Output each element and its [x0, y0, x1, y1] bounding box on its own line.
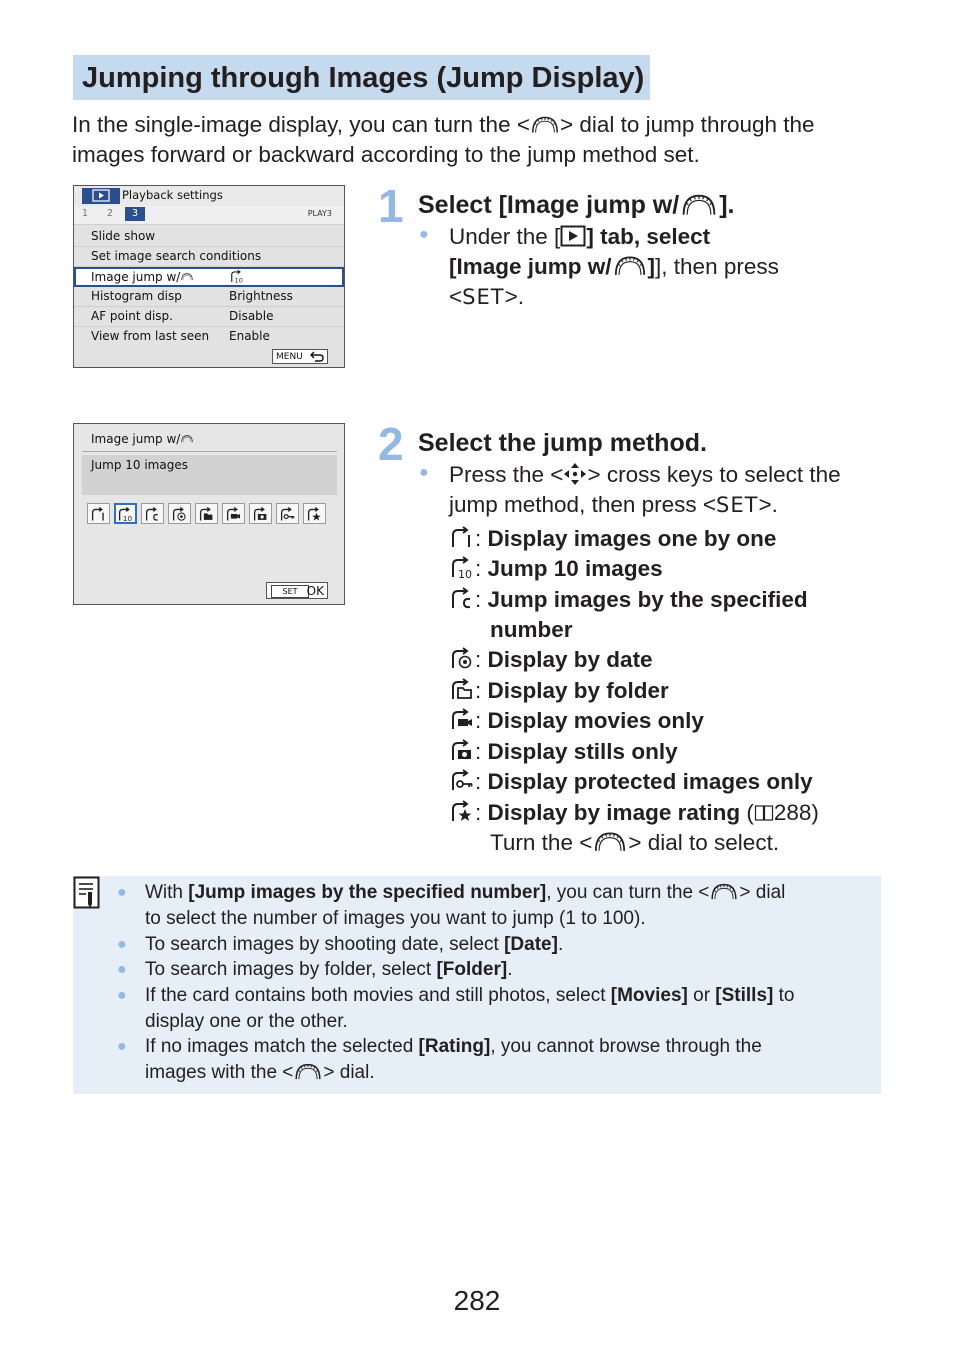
note-icon: [73, 876, 103, 912]
jump-1-icon: [449, 525, 475, 549]
note-text: To search images by shooting date, select [Date].: [145, 934, 564, 955]
menu-back-button[interactable]: [272, 349, 328, 364]
menu-tab[interactable]: 1: [82, 208, 89, 219]
intro-text: images forward or backward according to the jump method set.: [72, 142, 700, 167]
main-dial-icon: [180, 272, 194, 281]
step-instruction: [Image jump w/ ]], then press: [449, 254, 779, 279]
step-instruction: Under the [ ] tab, select: [449, 224, 711, 249]
jump-date-icon: [171, 506, 188, 522]
menu-tab-row: [74, 206, 344, 225]
svg-text:10: 10: [458, 568, 472, 579]
step-title: Select the jump method.: [418, 429, 707, 457]
return-icon: [309, 351, 325, 362]
menu-row[interactable]: [74, 307, 344, 327]
ok-label: OK: [306, 584, 324, 598]
camera-menu-screen: [73, 185, 345, 368]
jump-option[interactable]: [303, 503, 326, 524]
divider: [82, 451, 337, 452]
jump-option[interactable]: [276, 503, 299, 524]
jump-method-item: : Display by image rating ( 288): [449, 798, 819, 828]
jump-rating-icon: [449, 799, 475, 823]
bullet: ●: [419, 464, 429, 481]
menu-row-label: AF point disp.: [91, 309, 173, 323]
menu-row-value: [229, 269, 245, 287]
cross-keys-icon: [563, 462, 587, 486]
main-dial-icon: [592, 829, 628, 853]
menu-row[interactable]: [74, 247, 344, 267]
menu-button-label: MENU: [276, 352, 303, 362]
note-text: With [Jump images by the specified number], you can turn the < > dial: [145, 882, 786, 903]
jump-movies-icon: [449, 707, 475, 731]
note-text: To search images by folder, select [Folder].: [145, 959, 513, 980]
step-number: 1: [378, 180, 404, 232]
menu-row-selected[interactable]: [74, 267, 344, 287]
set-button-glyph: SET: [462, 285, 505, 309]
jump-specified-icon: [449, 586, 475, 610]
set-ok-button[interactable]: [266, 582, 328, 599]
menu-header: [74, 186, 344, 207]
bullet: ●: [117, 884, 127, 901]
main-dial-icon: [612, 253, 648, 277]
note-text: images with the < > dial.: [145, 1062, 375, 1083]
intro-text: In the single-image display, you can turn the <: [72, 112, 530, 137]
playback-tab[interactable]: [82, 188, 120, 204]
jump-icon-strip: [87, 503, 326, 524]
step-title: Select [Image jump w/ ].: [418, 191, 735, 219]
menu-row-label: Slide show: [91, 229, 156, 243]
jump-option[interactable]: [87, 503, 110, 524]
jump-method-item: : Display protected images only: [449, 767, 813, 797]
menu-row[interactable]: [74, 287, 344, 307]
jump-movies-icon: [225, 506, 242, 522]
main-dial-icon: [679, 191, 719, 217]
jump-option-selected[interactable]: [114, 503, 137, 524]
jump-method-item: : Jump images by the specified: [449, 585, 808, 615]
note-text: to select the number of images you want to jump (1 to 100).: [145, 908, 646, 929]
playback-icon: [92, 189, 110, 202]
jump-protected-icon: [279, 506, 296, 522]
main-dial-icon: [180, 434, 194, 443]
main-dial-icon: [709, 881, 739, 901]
note-text: If the card contains both movies and still photos, select [Movies] or [Stills] to: [145, 985, 795, 1006]
jump-value: Jump 10 images: [91, 458, 188, 472]
menu-row-label: Image jump w/: [91, 269, 194, 285]
menu-row-label: Histogram disp: [91, 289, 182, 303]
dial-instruction: Turn the < > dial to select.: [490, 830, 780, 855]
set-key-label: SET: [271, 585, 309, 598]
set-button-glyph: SET: [716, 493, 759, 517]
jump-folder-icon: [198, 506, 215, 522]
jump-1-icon: [90, 506, 107, 522]
menu-row-value: Enable: [229, 329, 270, 343]
jump-date-icon: [449, 646, 475, 670]
note-text: If no images match the selected [Rating], you cannot browse through the: [145, 1036, 762, 1057]
step-instruction: Press the < > cross keys to select the: [449, 462, 841, 487]
jump-protected-icon: [449, 768, 475, 792]
svg-text:10: 10: [234, 276, 243, 283]
step-number: 2: [378, 418, 404, 470]
main-dial-icon: [293, 1061, 323, 1081]
jump-stills-icon: [449, 738, 475, 762]
jump-10-icon: [449, 555, 475, 579]
menu-title: Playback settings: [122, 188, 223, 202]
intro-paragraph: [72, 110, 892, 170]
svg-text:10: 10: [122, 513, 133, 522]
main-dial-icon: [530, 113, 560, 135]
jump-specified-icon: [144, 506, 161, 522]
bullet: ●: [117, 961, 127, 978]
jump-method-screen: [73, 423, 345, 605]
jump-folder-icon: [449, 677, 475, 701]
jump-10-icon: [117, 506, 134, 522]
screen-title: Image jump w/: [91, 432, 194, 446]
playback-tab-icon: [560, 225, 586, 247]
step-instruction: <SET>.: [449, 284, 524, 309]
bullet: ●: [117, 987, 127, 1004]
jump-method-item: : Display images one by one: [449, 524, 776, 554]
bullet: ●: [117, 1038, 127, 1055]
intro-text: > dial to jump through the: [559, 112, 815, 137]
menu-row-value: Brightness: [229, 289, 293, 303]
step-instruction: jump method, then press <SET>.: [449, 492, 778, 517]
jump-method-item: : Display stills only: [449, 737, 678, 767]
bullet: ●: [419, 226, 429, 243]
jump-option[interactable]: [222, 503, 245, 524]
jump-rating-icon: [306, 506, 323, 522]
bullet: ●: [117, 936, 127, 953]
jump-method-item: 10 : Jump 10 images: [449, 554, 663, 584]
menu-tab-name: PLAY3: [307, 209, 332, 218]
menu-tab[interactable]: 2: [107, 208, 114, 219]
jump-method-item: : Display movies only: [449, 706, 704, 736]
menu-row[interactable]: [74, 327, 344, 346]
note-text: display one or the other.: [145, 1011, 348, 1032]
jump-method-item: number: [490, 617, 573, 642]
jump-stills-icon: [252, 506, 269, 522]
jump-method-item: : Display by folder: [449, 676, 669, 706]
menu-row-label: View from last seen: [91, 329, 210, 343]
book-reference-icon: [754, 803, 774, 823]
menu-row[interactable]: [74, 227, 344, 247]
jump-10-icon: [229, 269, 245, 283]
jump-option[interactable]: [249, 503, 272, 524]
page-number: 282: [453, 1285, 501, 1316]
jump-option[interactable]: [195, 503, 218, 524]
menu-row-label: Set image search conditions: [91, 249, 262, 263]
jump-option[interactable]: [141, 503, 164, 524]
menu-tab-active[interactable]: 3: [125, 207, 145, 221]
jump-option[interactable]: [168, 503, 191, 524]
section-heading: Jumping through Images (Jump Display): [73, 55, 650, 100]
menu-row-value: Disable: [229, 309, 274, 323]
jump-method-item: : Display by date: [449, 645, 653, 675]
